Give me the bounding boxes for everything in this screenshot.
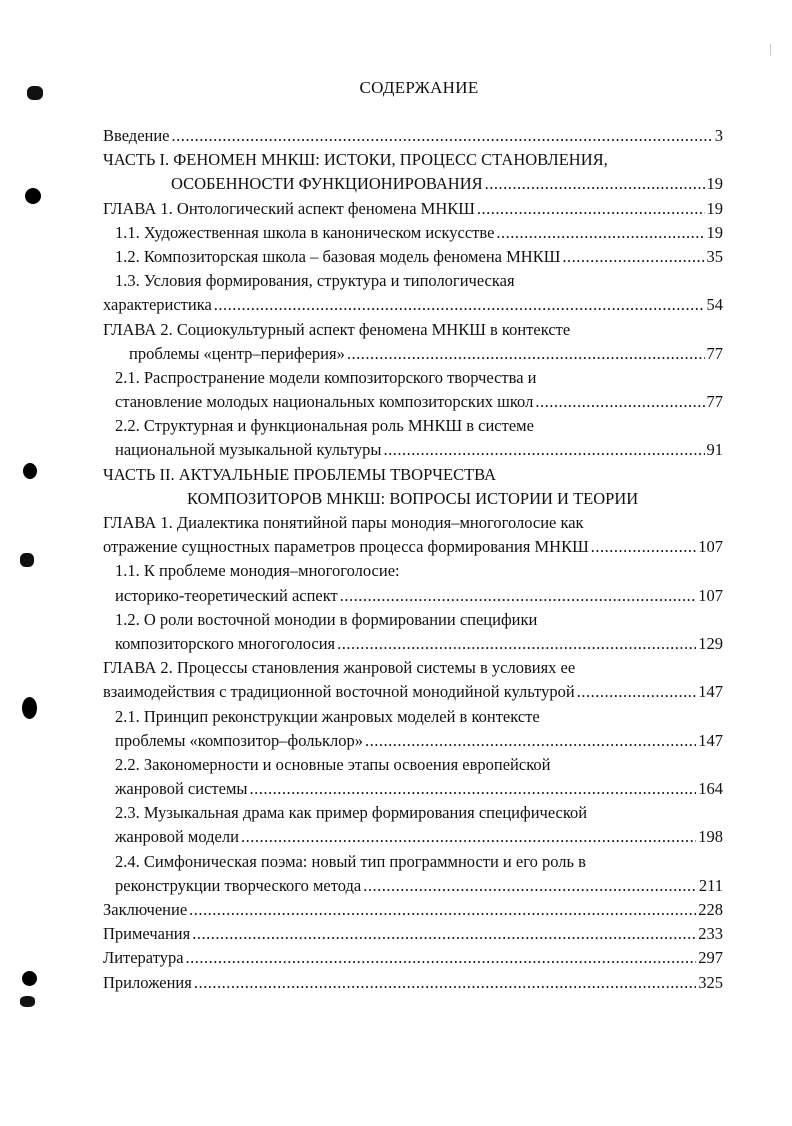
toc-leader-dots [172,124,713,148]
punch-hole-mark [23,463,37,479]
toc-entry [103,197,723,221]
toc-leader-dots [340,584,696,608]
toc-entry-text: ГЛАВА 2. Социокультурный аспект феномена МНКШ в контексте [103,319,571,339]
page-title: СОДЕРЖАНИЕ [359,78,479,97]
toc-entry [103,608,723,632]
table-of-contents [103,124,723,995]
toc-entry-page: 19 [706,222,723,242]
toc-leader-dots [562,245,704,269]
punch-hole-mark [20,996,35,1007]
toc-entry-text: историко-теоретический аспект [115,585,338,605]
toc-leader-dots [384,438,705,462]
toc-leader-dots [186,946,697,970]
toc-entry [103,946,723,970]
toc-entry-page: 35 [706,246,723,266]
toc-entry [103,632,723,656]
toc-entry-text: 1.2. Композиторская школа – базовая модель феномена МНКШ [115,246,561,266]
toc-entry-text: Литература [103,948,184,968]
toc-entry-text: ОСОБЕННОСТИ ФУНКЦИОНИРОВАНИЯ [171,174,483,194]
toc-entry [103,874,723,898]
toc-entry-page: 129 [698,633,723,653]
toc-entry-text: реконструкции творческого метода [115,875,362,895]
toc-leader-dots [241,825,696,849]
punch-hole-mark [22,697,37,719]
toc-entry-page: 233 [698,924,723,944]
toc-entry-text: становление молодых национальных композиторских школ [115,392,534,412]
toc-entry-page: 228 [698,900,723,919]
toc-entry [103,366,723,390]
toc-leader-dots [365,729,696,753]
toc-entry [103,801,723,825]
punch-hole-mark [22,971,37,986]
toc-leader-dots [535,390,704,414]
scan-artifact [770,44,771,56]
toc-entry-text: проблемы «композитор–фольклор» [115,730,363,750]
toc-entry-text: 1.1. К проблеме монодия–многоголосие: [115,561,400,581]
toc-leader-dots [347,342,705,366]
toc-entry-page: 77 [706,343,723,363]
toc-entry [103,148,723,172]
toc-entry [103,318,723,342]
toc-entry-text: 2.2. Структурная и функциональная роль МНКШ в системе [115,416,534,436]
toc-entry-text: ГЛАВА 1. Онтологический аспект феномена МНКШ [103,198,475,218]
toc-leader-dots [477,197,705,221]
toc-entry [103,971,723,995]
toc-entry-page: 77 [706,392,723,412]
toc-entry-text: 2.4. Симфоническая поэма: новый тип программности и его роль в [115,851,586,871]
toc-entry-page: 147 [698,730,723,750]
toc-entry-text: жанровой системы [115,779,248,799]
punch-hole-mark [20,553,34,567]
toc-entry [103,753,723,777]
toc-leader-dots [194,971,696,995]
toc-entry-page: 3 [714,126,723,145]
toc-entry [103,729,723,753]
punch-hole-mark [25,188,41,204]
toc-leader-dots [249,777,696,801]
toc-entry-text: ЧАСТЬ I. ФЕНОМЕН МНКШ: ИСТОКИ, ПРОЦЕСС СТАНОВЛЕНИЯ, [103,150,608,170]
toc-entry [103,705,723,729]
toc-entry [103,584,723,608]
toc-leader-dots [577,680,697,704]
toc-entry [103,293,723,317]
toc-entry-text: Приложения [103,972,192,992]
toc-entry [103,898,723,922]
toc-entry-text: ГЛАВА 1. Диалектика понятийной пары монодия–многоголосие как [103,513,584,532]
toc-entry-text: ГЛАВА 2. Процессы становления жанровой системы в условиях ее [103,658,576,678]
toc-leader-dots [363,874,697,898]
toc-entry [103,269,723,293]
toc-entry-page: 147 [698,682,723,702]
toc-entry-text: Введение [103,126,170,145]
toc-entry-text: Заключение [103,900,188,919]
toc-leader-dots [192,922,696,946]
toc-entry-text: взаимодействия с традиционной восточной монодийной культурой [103,682,575,702]
toc-entry [103,124,723,148]
toc-entry [103,172,723,196]
toc-entry [103,221,723,245]
toc-entry [103,922,723,946]
toc-leader-dots [337,632,696,656]
toc-entry-text: 1.2. О роли восточной монодии в формировании специфики [115,609,538,629]
toc-leader-dots [189,898,696,922]
toc-entry [103,511,723,535]
toc-entry-text: КОМПОЗИТОРОВ МНКШ: ВОПРОСЫ ИСТОРИИ И ТЕОРИИ [187,488,639,508]
toc-entry [103,438,723,462]
toc-entry-text: характеристика [103,295,212,315]
toc-entry-page: 164 [698,779,723,799]
toc-entry-page: 211 [698,875,723,895]
toc-entry [103,825,723,849]
toc-leader-dots [214,293,705,317]
toc-entry-text: Примечания [103,924,191,944]
toc-entry-page: 198 [698,827,723,847]
toc-entry [103,850,723,874]
punch-hole-mark [27,86,43,100]
toc-entry [103,342,723,366]
toc-leader-dots [485,172,705,196]
toc-leader-dots [591,535,697,559]
toc-entry-page: 107 [698,585,723,605]
toc-entry-text: 2.2. Закономерности и основные этапы освоения европейской [115,754,551,774]
toc-entry-text: национальной музыкальной культуры [115,440,382,460]
toc-entry-page: 54 [706,295,723,315]
toc-entry [103,463,723,487]
toc-entry [103,777,723,801]
toc-entry-text: жанровой модели [115,827,239,847]
toc-entry-text: 2.3. Музыкальная драма как пример формирования специфической [115,803,588,823]
toc-entry-text: 2.1. Распространение модели композиторского творчества и [115,367,537,387]
toc-entry-text: композиторского многоголосия [115,633,336,653]
toc-entry [103,559,723,583]
toc-entry-text: ЧАСТЬ II. АКТУАЛЬНЫЕ ПРОБЛЕМЫ ТВОРЧЕСТВА [103,464,497,484]
toc-entry-text: 1.3. Условия формирования, структура и типологическая [115,271,515,291]
toc-entry [103,414,723,438]
toc-entry-page: 19 [706,198,723,218]
toc-entry-text: 2.1. Принцип реконструкции жанровых моделей в контексте [115,706,540,726]
toc-entry [103,656,723,680]
toc-entry-text: отражение сущностных параметров процесса формирования МНКШ [103,537,589,557]
toc-entry-page: 107 [698,537,723,557]
toc-entry [103,680,723,704]
toc-entry-text: 1.1. Художественная школа в каноническом искусстве [115,222,495,242]
toc-entry-page: 325 [698,972,723,992]
toc-entry-page: 297 [698,948,723,968]
toc-entry [103,535,723,559]
toc-entry-text: проблемы «центр–периферия» [129,343,345,363]
toc-entry-page: 91 [706,440,723,460]
toc-entry-page: 19 [706,174,723,194]
toc-entry [103,245,723,269]
toc-leader-dots [496,221,704,245]
toc-entry [103,487,723,511]
toc-entry [103,390,723,414]
